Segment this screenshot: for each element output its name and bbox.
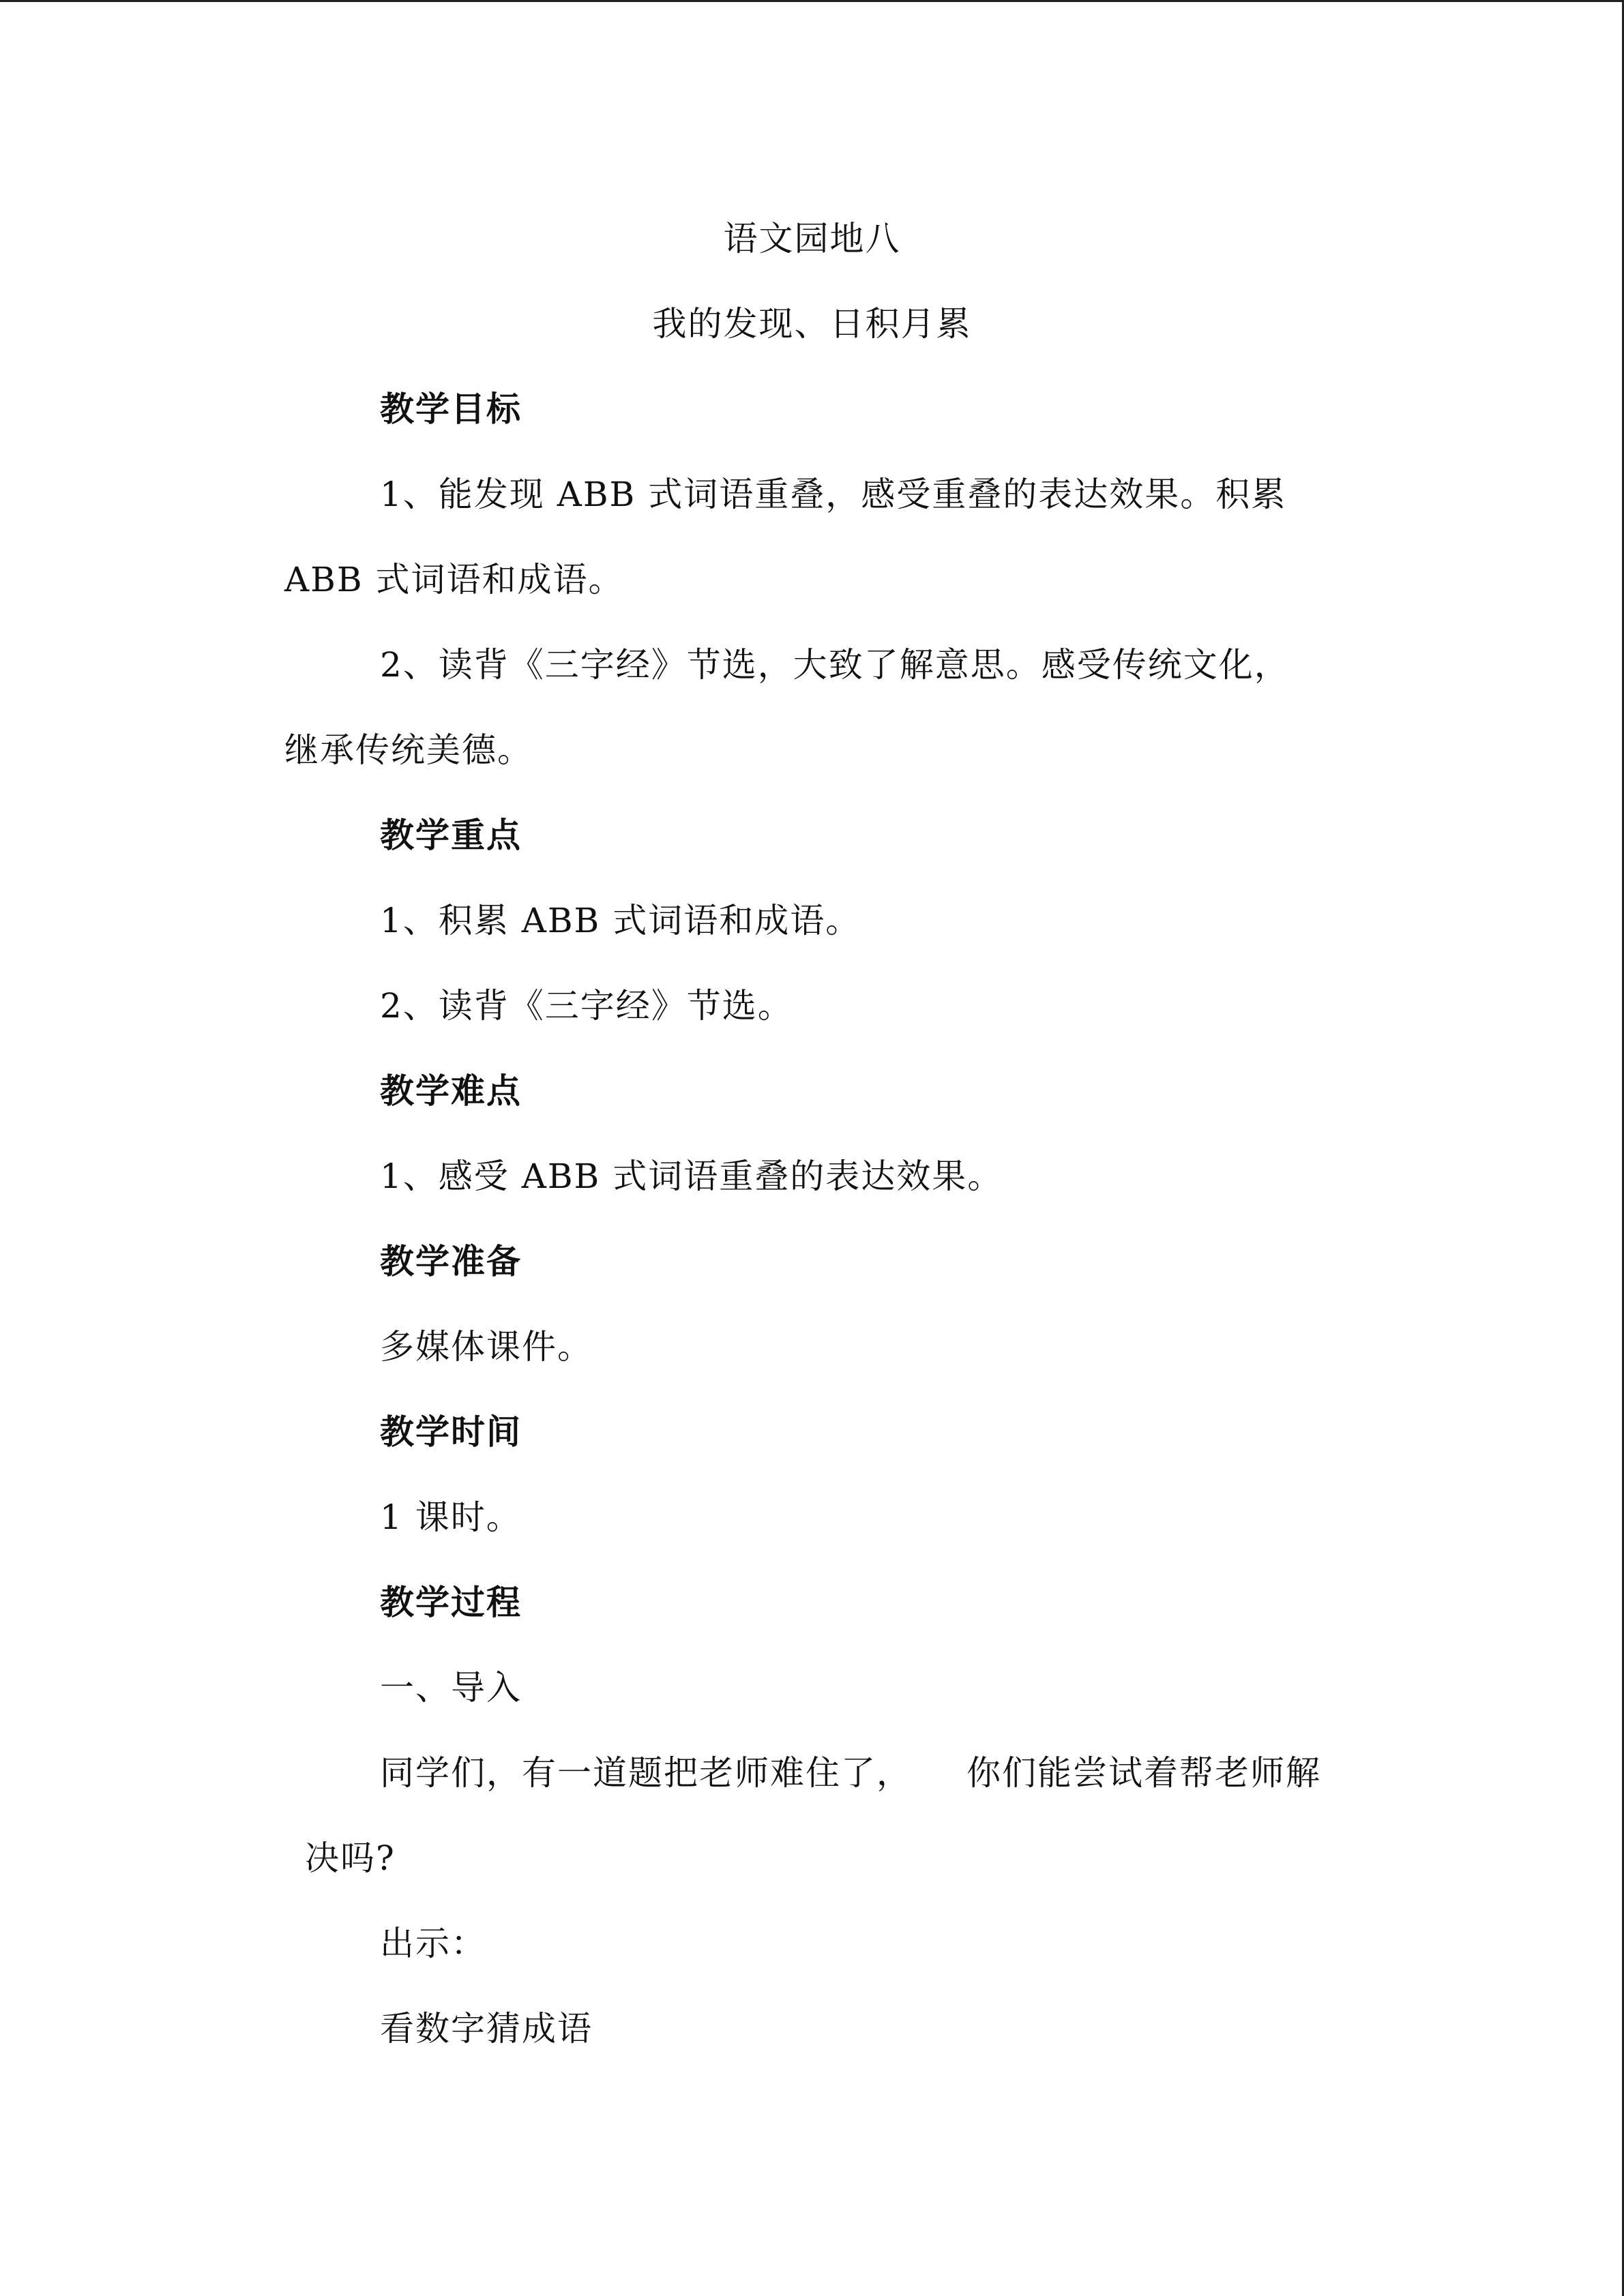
preparation-heading: 教学准备 [380,1242,522,1281]
page-top-border [0,0,1624,2]
objective-2-line-1: 2、读背《三字经》节选，大致了解意思。感受传统文化， [380,645,1290,685]
objective-2-line-2: 继承传统美德。 [284,730,533,770]
key-point-1: 1、积累 ABB 式词语和成语。 [380,901,861,940]
objective-1-line-1: 1、能发现 ABB 式词语重叠，感受重叠的表达效果。积累 [380,475,1287,514]
document-subtitle: 我的发现、日积月累 [652,304,972,344]
objective-1-line-2: ABB 式词语和成语。 [284,560,624,599]
process-paragraph-1-part-b: 你们能尝试着帮老师解 [966,1753,1321,1793]
difficulties-heading: 教学难点 [380,1071,522,1111]
key-points-heading: 教学重点 [380,816,522,855]
objectives-heading: 教学目标 [380,389,522,429]
difficulty-1: 1、感受 ABB 式词语重叠的表达效果。 [380,1157,1003,1196]
time-text: 1 课时。 [380,1497,522,1537]
process-paragraph-1-part-a: 同学们，有一道题把老师难住了， [380,1753,912,1793]
process-paragraph-1 [380,1753,1321,1793]
process-show-label: 出示： [380,1924,486,1963]
time-heading: 教学时间 [380,1412,522,1452]
process-paragraph-1-line-2: 决吗? [305,1838,396,1878]
preparation-text: 多媒体课件。 [380,1327,593,1367]
process-heading: 教学过程 [380,1583,522,1622]
process-step-1: 一、导入 [380,1668,522,1708]
key-point-2: 2、读背《三字经》节选。 [380,986,793,1026]
process-task: 看数字猜成语 [380,2009,593,2048]
document-title: 语文园地八 [723,219,901,258]
